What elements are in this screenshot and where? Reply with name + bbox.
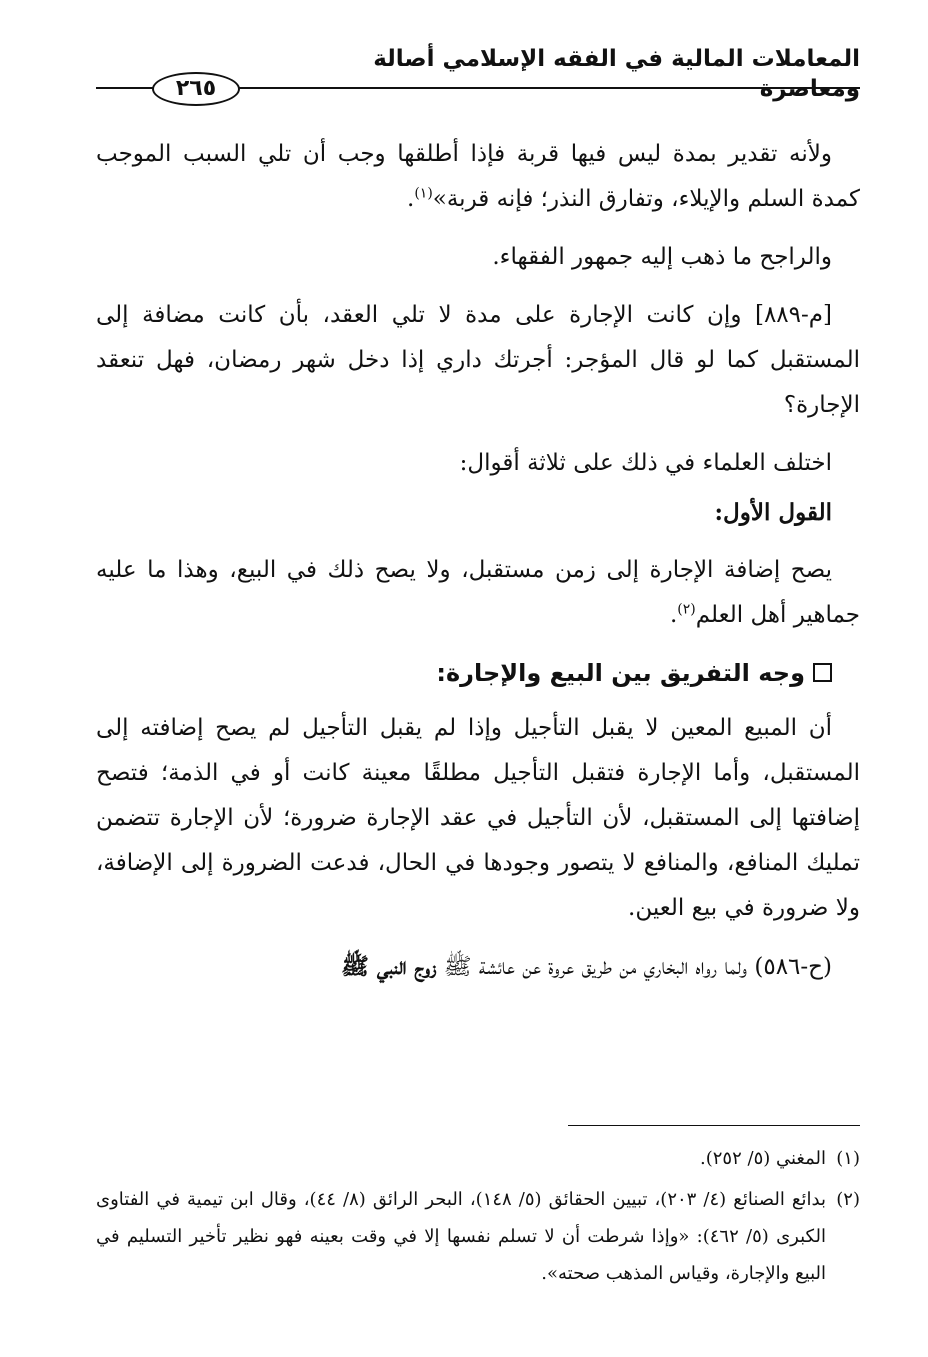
paragraph-7 — [96, 944, 860, 990]
paragraph-4: اختلف العلماء في ذلك على ثلاثة أقوال: — [459, 450, 832, 476]
paragraph-7-bold: زوج النبي ﷺ — [341, 953, 437, 980]
section-heading-text: وجه التفريق بين البيع والإجارة: — [436, 659, 805, 687]
paragraph-3: [م-٨٨٩] وإن كانت الإجارة على مدة لا تلي العقد، بأن كانت مضافة إلى المستقبل كما لو قال المؤجر: أجرتك داري إذا دخل شهر رمضان، فهل تنعقد الإجارة؟ — [96, 302, 860, 418]
paragraph-1 — [96, 132, 860, 222]
footnote-number: (١) — [836, 1148, 860, 1169]
section-heading — [96, 651, 860, 696]
honorific-glyph: ﷺ — [443, 954, 472, 980]
footnote-number: (٢) — [836, 1189, 860, 1210]
paragraph-5 — [96, 548, 860, 638]
footnote-ref-1: (١) — [414, 185, 433, 202]
square-bullet-icon — [813, 663, 832, 682]
footnote-rule — [568, 1125, 860, 1126]
running-title: المعاملات المالية في الفقه الإسلامي أصالة ومعاصرة — [373, 46, 860, 102]
body-text — [96, 132, 860, 1003]
footnote-text: بدائع الصنائع (٤/ ٢٠٣)، تبيين الحقائق (٥/ ١٤٨)، البحر الرائق (٨/ ٤٤)، وقال ابن تيمية في الفتاوى الكبرى (٥/ ٤٦٢): «وإذا شرطت أن لا تسلم نفسها إلا في وقت بعينه فهو نظير تأخير التسليم في البيع والإجارة، وقياس المذهب صحته». — [96, 1189, 826, 1284]
footnote-ref-2: (٢) — [677, 601, 696, 618]
paragraph-7-text: (ح-٥٨٦) ولما رواه البخاري من طريق عروة عن عائشة — [478, 954, 832, 980]
footnote-text: المغني (٥/ ٢٥٢). — [700, 1148, 826, 1169]
paragraph-6: أن المبيع المعين لا يقبل التأجيل وإذا لم يقبل التأجيل لم يصح إضافته إلى المستقبل، وأما الإجارة فتقبل التأجيل مطلقًا معينة كانت أو في الذمة؛ فتصح إضافتها إلى المستقبل، لأن التأجيل في عقد الإجارة ضرورة؛ لأن الإجارة تتضمن تمليك المنافع، والمنافع لا يتصور وجودها في الحال، فدعت الضرورة إلى الإضافة، ولا ضرورة في بيع العين. — [96, 715, 860, 921]
footnotes — [96, 1140, 860, 1296]
footnote-2 — [96, 1181, 860, 1292]
paragraph-1-text: ولأنه تقدير بمدة ليس فيها قربة فإذا أطلقها وجب أن تلي السبب الموجب كمدة السلم والإيلاء، وتفارق النذر؛ فإنه قربة» — [96, 141, 860, 212]
paragraph-5-end: . — [669, 602, 678, 628]
heading-first-opinion: القول الأول: — [714, 499, 832, 526]
paragraph-5-text: يصح إضافة الإجارة إلى زمن مستقبل، ولا يصح ذلك في البيع، وهذا ما عليه جماهير أهل العلم — [96, 557, 860, 628]
footnote-1 — [96, 1140, 860, 1177]
page-number: ٢٦٥ — [152, 72, 240, 106]
paragraph-1-end: . — [407, 186, 415, 212]
paragraph-2: والراجح ما ذهب إليه جمهور الفقهاء. — [492, 244, 832, 270]
